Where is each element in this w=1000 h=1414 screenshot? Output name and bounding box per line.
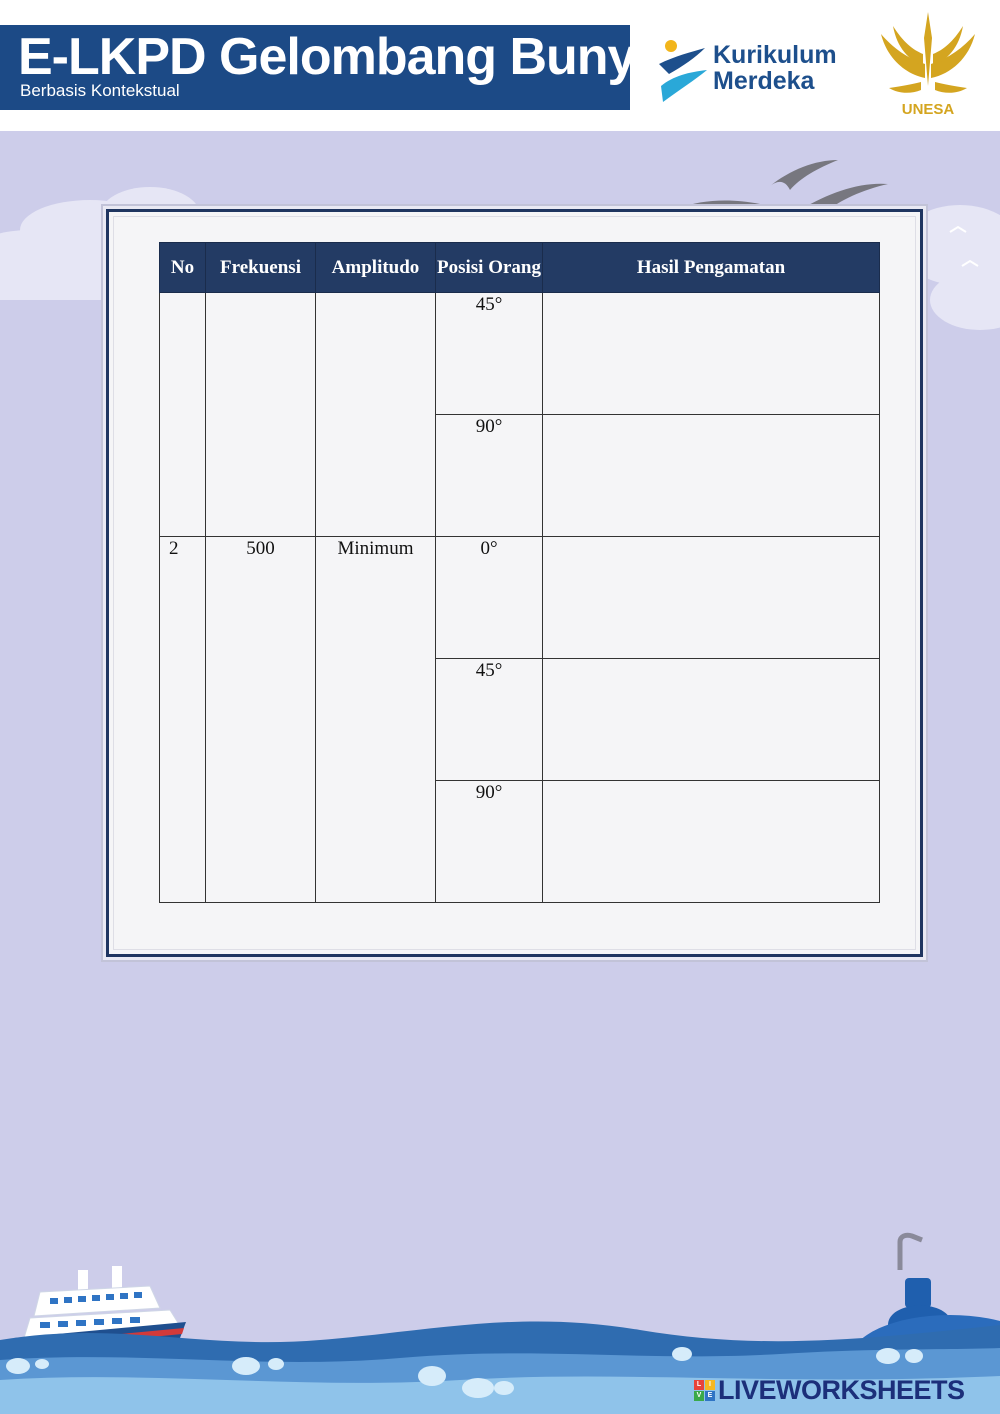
cell-posisi: 0° [436,537,543,659]
cell-hasil-input[interactable] [543,537,880,659]
cell-frekuensi [206,293,316,537]
cell-hasil-input[interactable] [543,415,880,537]
liveworksheets-logo[interactable] [694,1375,965,1405]
page-subtitle: Berbasis Kontekstual [20,81,180,100]
col-header-posisi-orang: Posisi Orang [436,243,543,293]
cell-posisi: 45° [436,659,543,781]
bird-icon [680,160,888,216]
liveworksheets-wordmark: LIVEWORKSHEETS [718,1374,965,1405]
page-title: E-LKPD Gelombang Bunyi [18,28,649,86]
liveworksheets-blocks-icon: L I V E [694,1380,715,1401]
cell-posisi: 90° [436,415,543,537]
cell-hasil-input[interactable] [543,781,880,903]
cell-amplitudo [316,293,436,537]
observation-table [159,242,880,903]
cell-hasil-input[interactable] [543,659,880,781]
col-header-hasil-pengamatan: Hasil Pengamatan [543,243,880,293]
cell-no: 2 [160,537,206,903]
cell-hasil-input[interactable] [543,293,880,415]
col-header-frekuensi: Frekuensi [206,243,316,293]
table-header-row [160,243,880,293]
kurikulum-line1: Kurikulum [713,41,837,69]
unesa-label: UNESA [901,101,955,118]
kurikulum-line2: Merdeka [713,67,815,95]
col-header-no: No [160,243,206,293]
col-header-amplitudo: Amplitudo [316,243,436,293]
cell-posisi: 90° [436,781,543,903]
cell-amplitudo: Minimum [316,537,436,903]
cell-no [160,293,206,537]
cell-frekuensi: 500 [206,537,316,903]
table-row [160,537,880,659]
table-row [160,293,880,415]
cell-posisi: 45° [436,293,543,415]
